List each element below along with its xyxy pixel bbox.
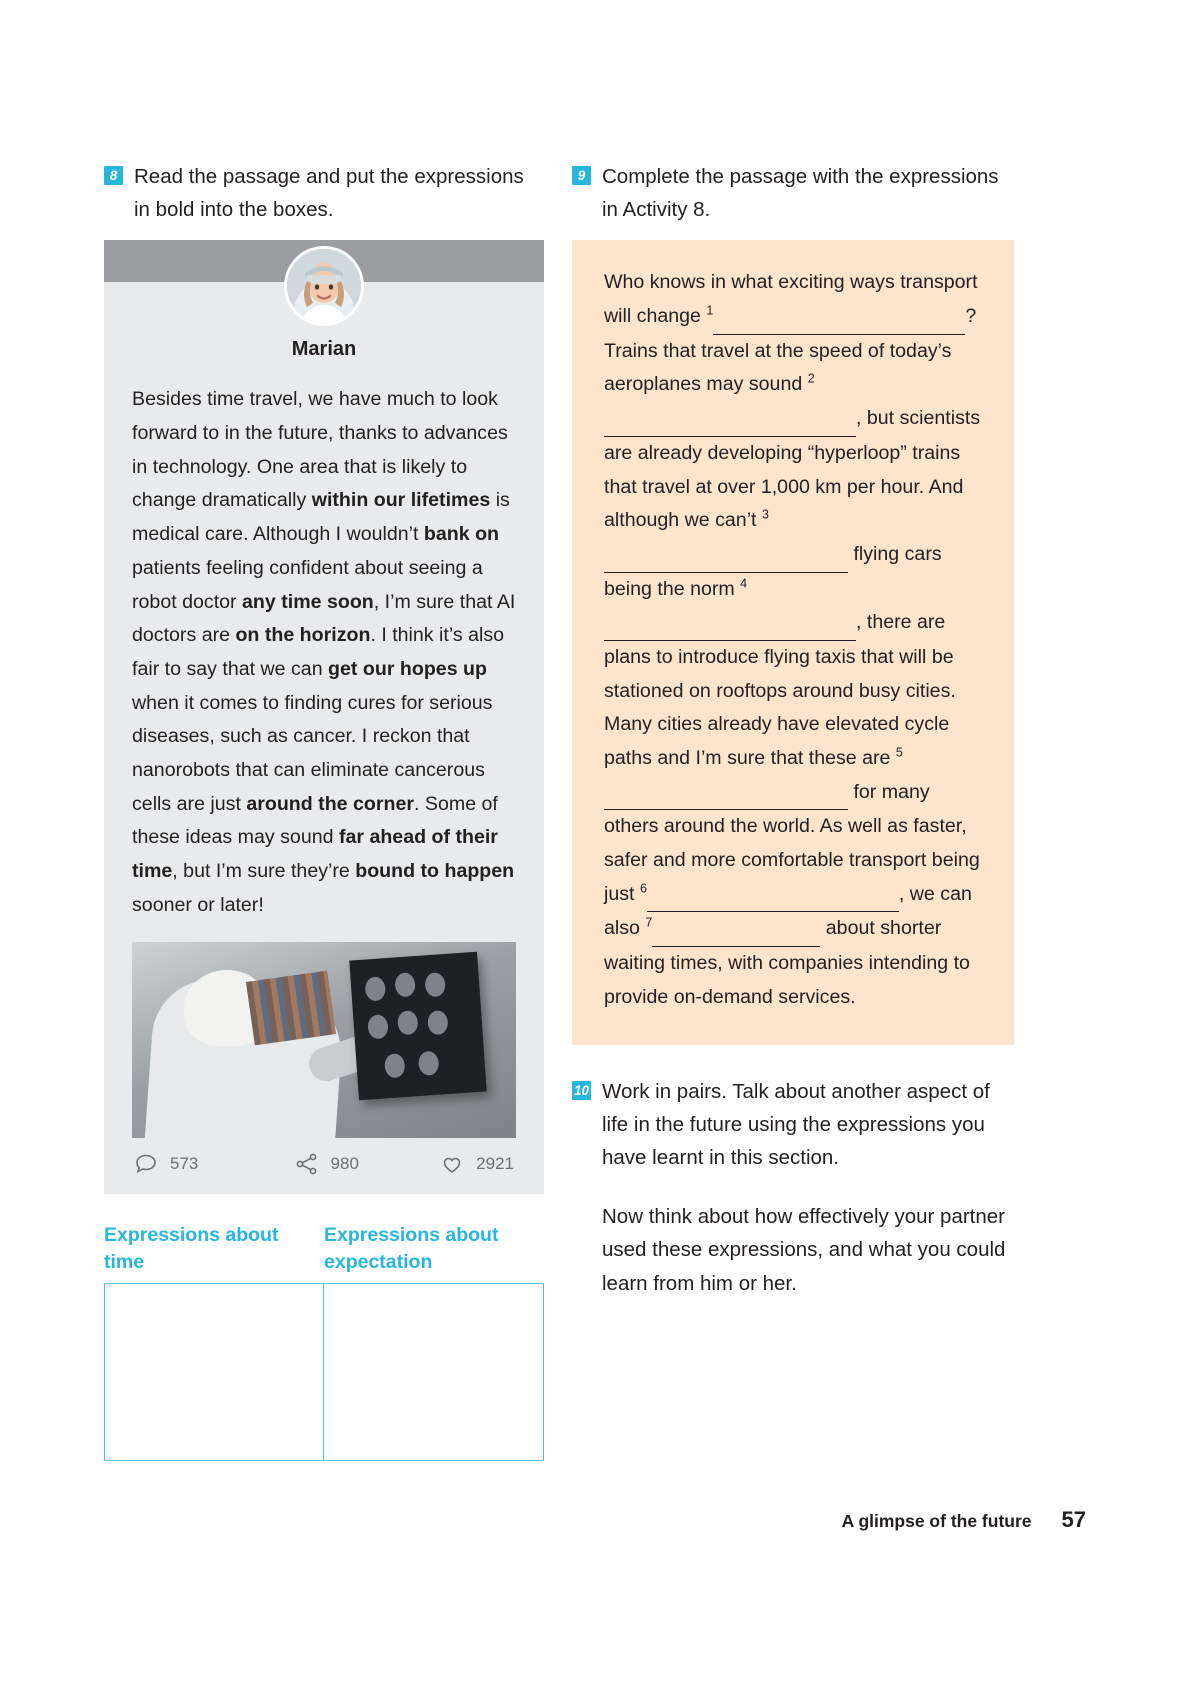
share-stat[interactable]: [295, 1152, 441, 1176]
expressions-table: [104, 1222, 544, 1461]
expressions-headers: [104, 1222, 544, 1275]
page-number: 57: [1061, 1507, 1086, 1532]
post-expression: bank on: [423, 523, 500, 546]
activity-8-header: [104, 160, 544, 226]
answer-blank-5[interactable]: [604, 776, 848, 811]
passage-text-run: , but scientists are already developing “hyperloop” trains that travel at over 1,000 km per hour. And although we can’t: [604, 407, 981, 532]
activity-10-followup: Now think about how effectively your partner used these expressions, and what you could learn from him or her.: [602, 1205, 1006, 1295]
post-text-run: . I think it’s also fair to say that we can: [132, 624, 505, 680]
blank-number: 5: [895, 745, 903, 760]
post-text-run: when it comes to finding cures for serious diseases, such as cancer. I reckon that nanorobots that can eliminate cancerous cells are just: [132, 691, 493, 815]
activity-10-header: [572, 1075, 1014, 1175]
answer-blank-2[interactable]: [604, 402, 856, 437]
avatar-area: [104, 282, 544, 336]
answer-box-expectation[interactable]: [324, 1283, 544, 1461]
share-count: 980: [330, 1154, 359, 1174]
activity-9-number: 9: [572, 166, 591, 185]
activity-10-number: 10: [573, 1082, 590, 1098]
activity-9-header: [572, 160, 1014, 226]
post-expression: on the horizon: [235, 624, 371, 647]
post-expression: bound to happen: [355, 860, 515, 883]
like-count: 2921: [476, 1154, 514, 1174]
passage-text-run: about shorter waiting times, with companies intending to provide on-demand services.: [604, 917, 970, 1008]
post-text-run: , but I’m sure they’re: [172, 860, 356, 883]
passage-text-run: , we can also: [604, 882, 972, 940]
activity-10-instruction: Work in pairs. Talk about another aspect of life in the future using the expressions you have learnt in this section.: [602, 1079, 990, 1169]
blank-number: 4: [740, 576, 748, 591]
page-footer: [842, 1507, 1086, 1533]
expressions-answer-boxes: [104, 1283, 544, 1461]
passage-text-run: ? Trains that travel at the speed of today’s aeroplanes may sound: [604, 305, 977, 396]
post-text: [104, 361, 544, 928]
post-text-run: is medical care. Although I wouldn’t: [132, 489, 510, 546]
answer-blank-1[interactable]: [713, 300, 965, 335]
answer-box-time[interactable]: [104, 1283, 324, 1461]
expressions-header-time: Expressions about time: [104, 1224, 279, 1273]
heart-icon: [440, 1152, 464, 1176]
gap-fill-passage[interactable]: [572, 240, 1014, 1044]
post-text-run: sooner or later!: [132, 893, 264, 916]
answer-blank-7[interactable]: [652, 912, 820, 947]
right-column: [572, 160, 1014, 1300]
post-expression: any time soon: [242, 590, 374, 613]
answer-blank-6[interactable]: [647, 878, 899, 913]
activity-8-instruction: Read the passage and put the expressions in bold into the boxes.: [134, 165, 524, 222]
blank-number: 3: [761, 507, 769, 522]
share-icon: [295, 1152, 319, 1176]
blank-number: 6: [639, 881, 647, 896]
comment-icon: [134, 1152, 158, 1176]
passage-text-run: , there are plans to introduce flying taxis that will be stationed on rooftops around busy cities. Many cities already have elevated cycle paths and I’m sure that these are: [604, 611, 956, 770]
expressions-header-expectation: Expressions about expectation: [324, 1224, 499, 1273]
activity-9-instruction: Complete the passage with the expressions in Activity 8.: [602, 165, 999, 222]
passage-text-run: Who knows in what exciting ways transport will change: [604, 271, 978, 328]
post-text-run: patients feeling confident about seeing a robot doctor: [132, 556, 483, 613]
answer-blank-4[interactable]: [604, 606, 856, 641]
post-text-run: , I’m sure that AI doctors are: [132, 590, 516, 647]
post-text-run: . Some of these ideas may sound: [132, 792, 498, 849]
like-stat[interactable]: [440, 1152, 514, 1176]
blank-number: 1: [706, 303, 714, 318]
blank-number: 2: [807, 371, 815, 386]
activity-8-number: 8: [104, 166, 123, 185]
footer-unit-title: A glimpse of the future: [841, 1511, 1032, 1531]
post-expression: around the corner: [246, 792, 415, 815]
passage-text-run: flying cars being the norm: [604, 542, 942, 600]
post-stats: [104, 1138, 544, 1194]
post-expression: within our lifetimes: [311, 489, 491, 512]
post-text-run: Besides time travel, we have much to look forward to in the future, thanks to advances in technology. One area that is likely to change dramatically: [132, 388, 508, 512]
left-column: [104, 160, 544, 1461]
comment-count: 573: [170, 1154, 199, 1174]
avatar: [284, 246, 364, 326]
answer-blank-3[interactable]: [604, 538, 848, 573]
post-image: [132, 942, 516, 1138]
post-author: Marian: [291, 338, 357, 361]
post-expression: far ahead of their time: [132, 826, 498, 883]
post-expression: get our hopes up: [328, 657, 487, 680]
passage-text-run: for many others around the world. As well as faster, safer and more comfortable transport being just: [604, 780, 980, 905]
social-post-card: [104, 240, 544, 1194]
comment-stat[interactable]: [134, 1152, 295, 1176]
blank-number: 7: [645, 915, 653, 930]
